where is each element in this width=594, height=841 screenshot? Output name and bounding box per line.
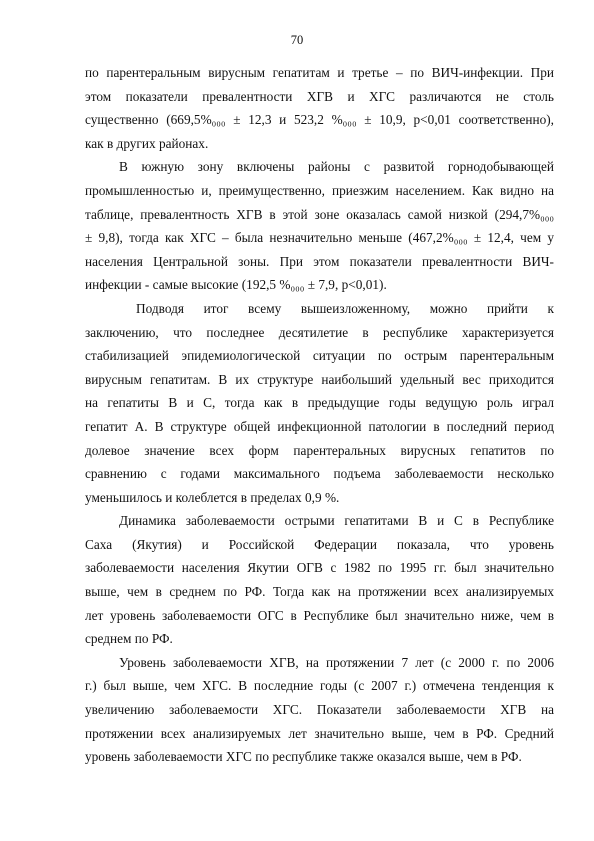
text-line: уровень заболеваемости ХГС по республике также оказался выше, чем в РФ. [85,749,522,765]
text-line: как в других районах. [85,135,209,151]
paragraph-2 [85,155,554,297]
text-line: г.) был выше, чем ХГС. В последние годы (с 2007 г.) отмечена тенденция к [85,678,554,694]
text-line: выше, чем в среднем по РФ. Тогда как на протяжении всех анализируемых [85,584,554,600]
text-line: заболеваемости населения Якутии ОГВ с 1982 по 1995 гг. был значительно [85,560,554,576]
text-line: Саха (Якутия) и Российской Федерации показала, что уровень [85,536,554,552]
text-line: В южную зону включены районы с развитой горнодобывающей [119,159,554,175]
paragraph-3 [85,297,554,509]
text-line: увеличению заболеваемости ХГС. Показатели заболеваемости ХГВ на [85,702,554,718]
text-line: таблице, превалентность ХГВ в этой зоне оказалась самой низкой (294,7%₀₀₀ [85,206,554,222]
text-line: промышленностью и, преимущественно, приезжим населением. Как видно на [85,182,554,198]
text-line: сравнению с годами максимального подъема заболеваемости несколько [85,466,554,482]
paragraph-1 [85,61,554,155]
text-line: по парентеральным вирусным гепатитам и третье – по ВИЧ-инфекции. При [85,65,554,80]
text-line: существенно (669,5%₀₀₀ ± 12,3 и 523,2 %₀₀₀ ± 10,9, p<0,01 соответственно), [85,112,554,128]
text-line: на гепатиты В и С, тогда как в предыдущие годы ведущую роль играл [85,395,554,411]
text-line: долевое значение всех форм парентеральных вирусных гепатитов по [85,442,554,458]
text-line: гепатит А. В структуре общей инфекционной патологии в последний период [85,418,554,434]
text-line: стабилизацией эпидемиологической ситуации по острым парентеральным [85,348,554,364]
text-line: этом показатели превалентности ХГВ и ХГС различаются не столь [85,88,554,104]
text-line: Подводя итог всему вышеизложенному, можно прийти к [136,300,554,316]
text-line: заключению, что последнее десятилетие в республике характеризуется [85,324,554,340]
body-text [85,61,554,769]
text-line: протяжении всех анализируемых лет значительно выше, чем в РФ. Средний [85,725,554,741]
text-line: среднем по РФ. [85,631,173,647]
text-line: Уровень заболеваемости ХГВ, на протяжении 7 лет (с 2000 г. по 2006 [119,654,554,670]
text-line: ± 9,8), тогда как ХГС – была незначительно меньше (467,2%₀₀₀ ± 12,4, чем у [85,230,554,246]
text-line: лет уровень заболеваемости ОГС в Республике был значительно ниже, чем в [85,607,554,623]
text-line: уменьшилось и колеблется в пределах 0,9 %. [85,489,340,505]
text-line: населения Центральной зоны. При этом показатели превалентности ВИЧ- [85,253,554,269]
text-line: вирусным гепатитам. В их структуре наибольший удельный вес приходится [85,371,554,387]
text-line: Динамика заболеваемости острыми гепатитами В и С в Республике [119,513,554,529]
paragraph-4 [85,509,554,651]
paragraph-5 [85,651,554,769]
text-line: инфекции - самые высокие (192,5 %₀₀₀ ± 7,9, p<0,01). [85,277,387,293]
page-number: 70 [290,33,304,47]
